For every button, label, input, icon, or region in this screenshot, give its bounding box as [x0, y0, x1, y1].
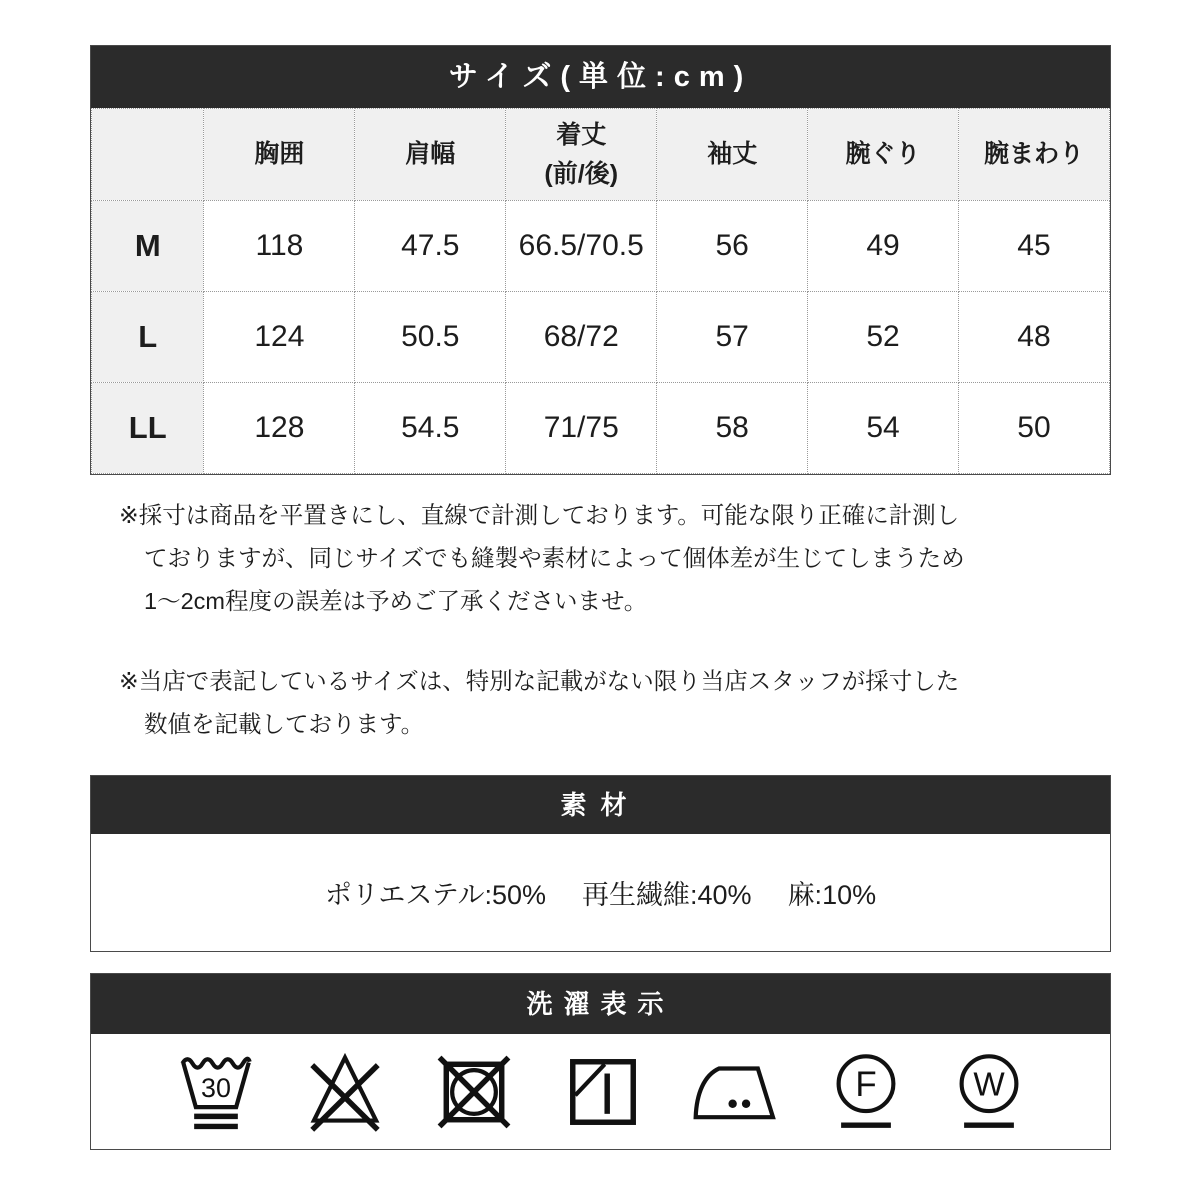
- cell-l-sleeve: 57: [657, 292, 808, 383]
- material-item-recycled-fiber: 再生繊維:40%: [582, 880, 752, 910]
- table-row-m: [92, 201, 1110, 292]
- cell-m-shoulder: 47.5: [355, 201, 506, 292]
- corner-cell: [92, 109, 204, 201]
- cell-m-sleeve: 56: [657, 201, 808, 292]
- cell-m-length: 66.5/70.5: [506, 201, 657, 292]
- iron-medium-icon: [690, 1050, 782, 1134]
- cell-l-arm: 48: [958, 292, 1109, 383]
- cell-l-chest: 124: [204, 292, 355, 383]
- do-not-bleach-icon: [303, 1050, 387, 1134]
- col-header-sleeve-length: 袖丈: [657, 109, 808, 201]
- size-table-title: サイズ(単位:cm): [91, 46, 1110, 108]
- cell-ll-chest: 128: [204, 383, 355, 474]
- wash-30-very-gentle-icon: [174, 1050, 258, 1134]
- col-header-body-length: 着丈 (前/後): [506, 109, 657, 201]
- sizing-note: ※当店で表記しているサイズは、特別な記載がない限り当店スタッフが採寸した 数値を記載しております。: [119, 668, 960, 737]
- table-row-ll: [92, 383, 1110, 474]
- cell-l-armhole: 52: [808, 292, 959, 383]
- cell-ll-shoulder: 54.5: [355, 383, 506, 474]
- svg-text:W: W: [972, 1065, 1005, 1103]
- size-label-l: L: [92, 292, 204, 383]
- line-dry-in-shade-icon: [561, 1050, 645, 1134]
- cell-l-length: 68/72: [506, 292, 657, 383]
- cell-ll-length: 71/75: [506, 383, 657, 474]
- col-header-chest: 胸囲: [204, 109, 355, 201]
- care-title: 洗濯表示: [91, 974, 1110, 1034]
- cell-ll-arm: 50: [958, 383, 1109, 474]
- material-section: [90, 775, 1111, 952]
- header-row: [92, 109, 1110, 201]
- size-table-section: [90, 45, 1111, 475]
- cell-m-arm: 45: [958, 201, 1109, 292]
- care-section: [90, 973, 1111, 1150]
- size-label-m: M: [92, 201, 204, 292]
- col-header-armhole: 腕ぐり: [808, 109, 959, 201]
- professional-wet-clean-gentle-icon: [950, 1050, 1028, 1134]
- cell-ll-armhole: 54: [808, 383, 959, 474]
- col-header-shoulder-width: 肩幅: [355, 109, 506, 201]
- care-symbols-row: [91, 1034, 1110, 1149]
- svg-text:F: F: [854, 1064, 877, 1104]
- professional-dry-clean-gentle-icon: [827, 1050, 905, 1134]
- material-title: 素材: [91, 776, 1110, 834]
- table-row-l: [92, 292, 1110, 383]
- col-header-arm-circumference: 腕まわり: [958, 109, 1109, 201]
- size-label-ll: LL: [92, 383, 204, 474]
- cell-m-armhole: 49: [808, 201, 959, 292]
- cell-ll-sleeve: 58: [657, 383, 808, 474]
- do-not-tumble-dry-icon: [432, 1050, 516, 1134]
- measurement-note: ※採寸は商品を平置きにし、直線で計測しております。可能な限り正確に計測し ておりますが、同じサイズでも縫製や素材によって個体差が生じてしまうため 1〜2cm程度の誤差は予めご了承くださいませ。: [119, 502, 965, 614]
- material-composition: [91, 834, 1110, 951]
- cell-l-shoulder: 50.5: [355, 292, 506, 383]
- svg-text:30: 30: [200, 1072, 231, 1103]
- cell-m-chest: 118: [204, 201, 355, 292]
- size-table: [91, 108, 1110, 474]
- material-item-linen: 麻:10%: [787, 880, 877, 910]
- material-item-polyester: ポリエステル:50%: [324, 880, 547, 910]
